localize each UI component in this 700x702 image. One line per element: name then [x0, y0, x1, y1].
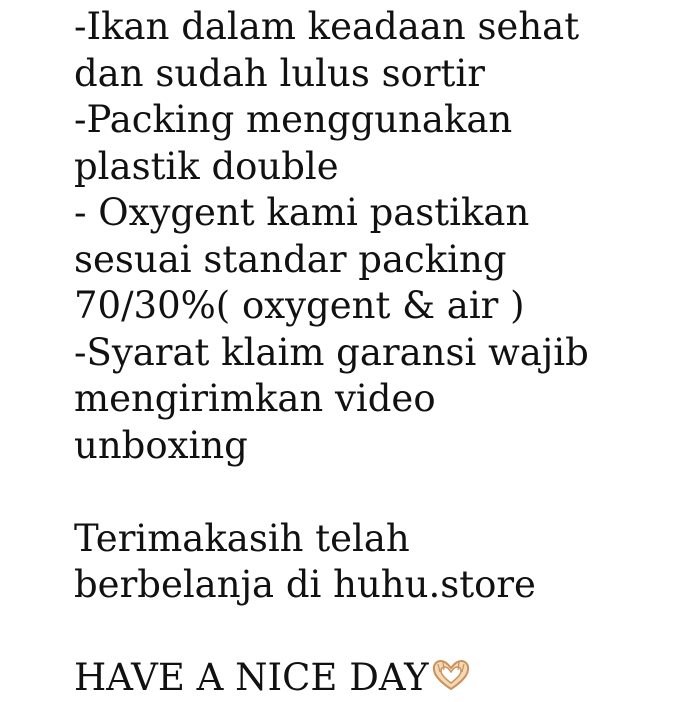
text-line: sesuai standar packing — [74, 237, 507, 281]
closing-text: HAVE A NICE DAY — [74, 656, 429, 699]
text-line: -Ikan dalam keadaan sehat — [74, 5, 580, 48]
heart-hands-icon — [431, 658, 471, 692]
paragraph-gap — [74, 609, 684, 656]
text-line: dan sudah lulus sortir — [74, 51, 485, 95]
text-line: plastik double — [74, 144, 339, 188]
thanks-line: berbelanja di huhu.store — [74, 563, 536, 606]
text-line: unboxing — [74, 423, 248, 467]
text-line: -Packing menggunakan — [74, 98, 513, 141]
text-line: mengirimkan video — [74, 377, 436, 420]
message-text — [74, 4, 684, 702]
text-line: - Oxygent kami pastikan — [74, 191, 530, 234]
closing-line — [74, 655, 684, 702]
text-line: -Syarat klaim garansi wajib — [74, 330, 589, 374]
paragraph-gap — [74, 469, 684, 516]
thanks-line: Terimakasih telah — [74, 516, 410, 560]
text-line: 70/30%( oxygent & air ) — [74, 284, 525, 327]
